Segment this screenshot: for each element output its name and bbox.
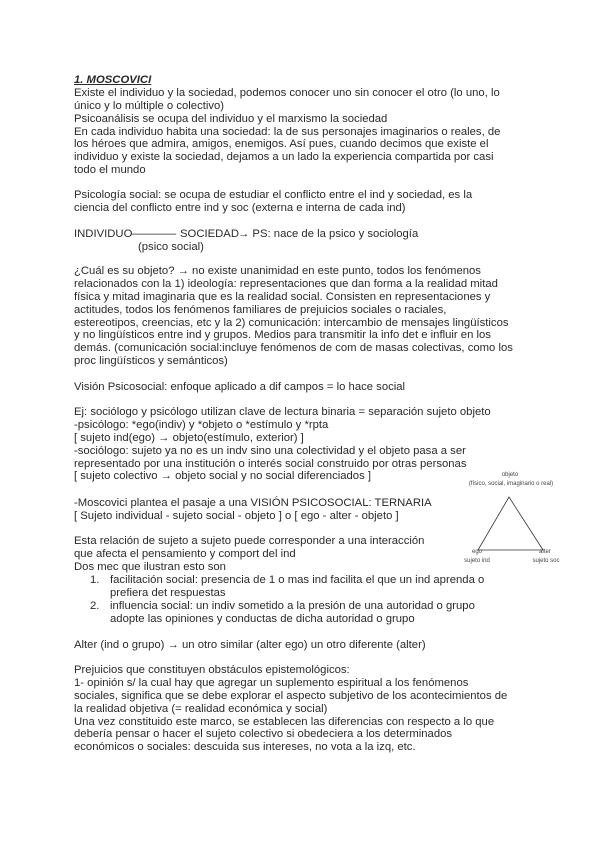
text-line: -Moscovici plantea el pasaje a una VISIÓN PSICOSOCIAL: TERNARIA — [74, 497, 432, 509]
text-line: Visión Psicosocial: enfoque aplicado a dif campos = lo hace social — [74, 381, 406, 393]
diagram-right-sublabel: sujeto soc — [532, 558, 560, 564]
scheme-individuo: INDIVIDUO — [74, 228, 133, 240]
text-line: Existe el individuo y la sociedad, podemos conocer uno sin conocer el otro (lo uno, lo — [74, 86, 500, 99]
diagram-right-label: alter — [539, 549, 551, 555]
section-title-block — [74, 74, 500, 177]
scheme-note: → PS: nace de la psico y sociología — [238, 228, 419, 240]
text-line: En cada individuo habita una sociedad: la de sus personajes imaginarios o reales, de — [74, 125, 501, 138]
text-line: prefiera det respuestas — [110, 586, 226, 599]
triangle-shape — [470, 492, 550, 554]
text-line: Alter (ind o grupo) → un otro similar (alter ego) un otro diferente (alter) — [74, 639, 426, 651]
text-line: ¿Cuál es su objeto? → no existe unanimidad en este punto, todos los fenómenos — [74, 265, 481, 277]
text-line: estereotipos, creencias, etc y la 2) comunicación: intercambio de mensajes lingüísticos — [74, 316, 509, 329]
scheme-dash: ———— — [131, 228, 177, 240]
text-line: Psicología social: se ocupa de estudiar el conflicto entre el ind y sociedad, es la — [74, 189, 473, 201]
relacion-paragraph — [74, 535, 424, 574]
text-line: Esta relación de sujeto a sujeto puede corresponder a una interacción — [74, 535, 425, 547]
text-line: -psicólogo: *ego(indiv) y *objeto o *estímulo y *rpta — [74, 418, 329, 431]
diagram-top-label: objeto — [501, 472, 519, 478]
text-line: influencia social: un indiv sometido a la presión de una autoridad o grupo — [110, 600, 475, 612]
scheme-sociedad: SOCIEDAD — [180, 228, 240, 240]
text-line: [ Sujeto individual - sujeto social - objeto ] o [ ego - alter - objeto ] — [74, 509, 399, 522]
text-line: Una vez constituido este marco, se establecen las diferencias con respecto a lo que — [74, 715, 495, 728]
list-text — [110, 574, 484, 600]
text-line: representado por una institución o interés social construido por otras personas — [74, 457, 467, 470]
ejemplo-paragraph — [74, 406, 491, 483]
text-line: Psicoanálisis se ocupa del individuo y el marxismo la sociedad — [74, 112, 388, 125]
diagram-top-sublabel: (físico, social, imaginario o real) — [468, 481, 554, 487]
list-number: 1. — [90, 574, 100, 586]
text-line: demás. (comunicación social:incluye fenómenos de com de masas colectivas, como los — [74, 342, 513, 355]
text-line: sociales, significa que se debe explorar el aspecto subjetivo de los acontecimientos de — [74, 689, 508, 702]
diagram-left-label: ego — [471, 549, 482, 555]
list-text — [110, 600, 475, 626]
text-line: facilitación social: presencia de 1 o mas ind facilita el que un ind aprenda o — [110, 574, 485, 586]
objeto-paragraph — [74, 265, 513, 368]
text-line: actitudes, todos los fenómenos familiares de prejuicios sociales o raciales, — [74, 303, 447, 316]
diagram-left-sublabel: sujeto ind — [464, 558, 490, 564]
text-line: debería pensar o hacer el sujeto colectivo si obedeciera a los determinados — [74, 728, 453, 741]
psicologia-social-paragraph — [74, 189, 472, 215]
ternaria-paragraph — [74, 497, 432, 523]
text-line: relacionados con la 1) ideología: representaciones que dan forma a la realidad mitad — [74, 277, 498, 290]
text-line: Dos mec que ilustran esto son — [74, 560, 226, 573]
text-line: la realidad objetiva (= realidad económica y social) — [74, 702, 328, 715]
text-line: -sociólogo: sujeto ya no es un indv sino una colectividad y el objeto pasa a ser — [74, 444, 466, 457]
list-number: 2. — [90, 600, 100, 612]
text-line: ciencia del conflicto entre ind y soc (externa e interna de cada ind) — [74, 201, 406, 214]
text-line: física y mitad imaginaria que es la realidad social. Consisten en representaciones y — [74, 290, 491, 303]
text-line: proc lingüísticos y semánticos) — [74, 355, 228, 368]
text-line: todo el mundo — [74, 164, 146, 177]
text-line: que afecta el pensamiento y comport del ind — [74, 547, 296, 560]
vision-paragraph — [74, 381, 405, 394]
section-title: 1. MOSCOVICI — [74, 74, 152, 86]
intro-paragraph — [74, 87, 500, 177]
text-line: [ sujeto ind(ego) → objeto(estímulo, exterior) ] — [74, 431, 304, 444]
alter-paragraph — [74, 639, 426, 652]
prejuicios-paragraph — [74, 664, 507, 754]
text-line: y no lingüísticos entre ind y grupos. Medios para transmitir la info det e influir en los — [74, 329, 491, 342]
text-line: Ej: sociólogo y psicólogo utilizan clave de lectura binaria = separación sujeto objeto — [74, 406, 491, 418]
scheme-under: (psico social) — [138, 241, 204, 253]
text-line: Prejuicios que constituyen obstáculos epistemológicos: — [74, 664, 350, 676]
text-line: único y lo múltiple o colectivo) — [74, 99, 225, 112]
text-line: individuo y existe la sociedad, dejamos a un lado la experiencia compartida por casi — [74, 151, 494, 164]
text-line: económicos o sociales: descuida sus intereses, no vota a la izq, etc. — [74, 741, 416, 754]
text-line: los héroes que admira, amigos, enemigos. Así pues, cuando decimos que existe el — [74, 138, 489, 151]
text-line: 1- opinión s/ la cual hay que agregar un suplemento espiritual a los fenómenos — [74, 676, 469, 689]
text-line: [ sujeto colectivo → objeto social y no social diferenciados ] — [74, 470, 372, 483]
text-line: adopte las opiniones y conductas de dicha autoridad o grupo — [110, 612, 415, 625]
